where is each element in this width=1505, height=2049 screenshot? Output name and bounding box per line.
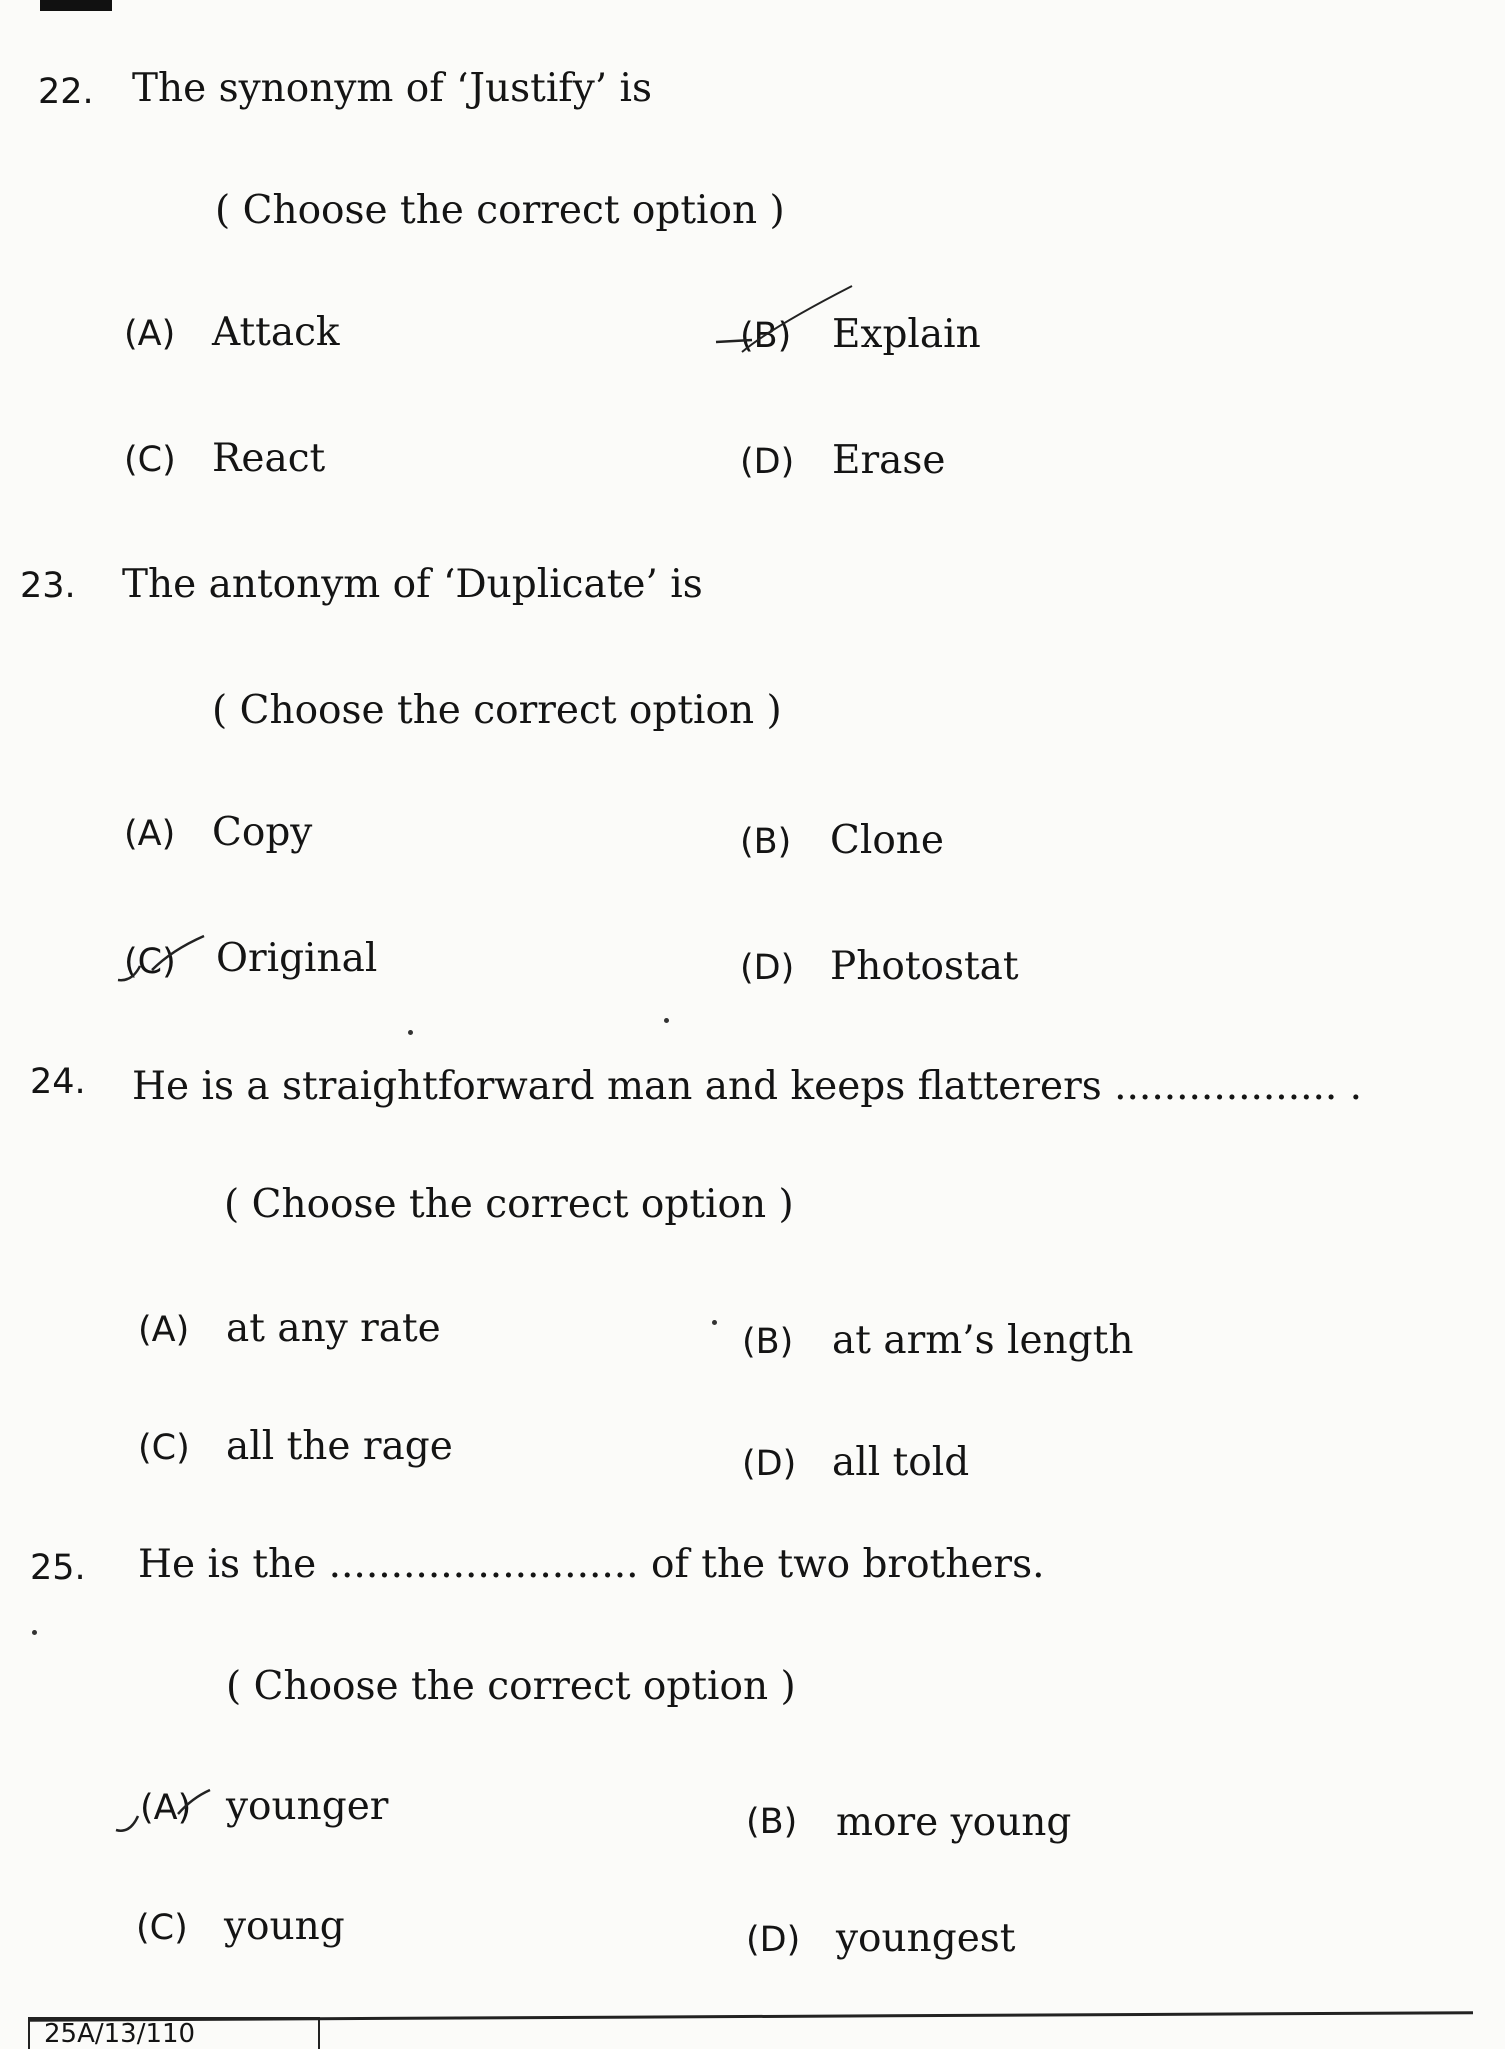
option-text: younger xyxy=(226,1784,389,1829)
option-text: youngest xyxy=(836,1916,1016,1961)
question-text: He is a straightforward man and keeps flatterers .................. . xyxy=(132,1064,1363,1109)
speck xyxy=(664,1018,669,1023)
question-instruction: ( Choose the correct option ) xyxy=(226,1664,796,1709)
question-number: 24. xyxy=(30,1062,86,1102)
footer-code-box xyxy=(28,2017,320,2049)
corner-mark xyxy=(40,0,112,11)
option-text: Attack xyxy=(212,310,340,355)
tick-mark-icon xyxy=(112,930,212,990)
option-letter: (C) xyxy=(124,942,176,982)
option-text: Photostat xyxy=(830,944,1019,989)
option-text: Erase xyxy=(832,438,946,483)
option-text: all the rage xyxy=(226,1424,453,1469)
option-text: Clone xyxy=(830,818,944,863)
option-letter: (B) xyxy=(746,1802,798,1842)
question-instruction: ( Choose the correct option ) xyxy=(215,188,785,233)
option-text: Explain xyxy=(832,312,981,357)
question-number: 23. xyxy=(20,566,76,606)
option-letter: (C) xyxy=(124,440,176,480)
option-text: React xyxy=(212,436,326,481)
footer-code: 25A/13/110 xyxy=(44,2019,196,2049)
tick-mark-icon xyxy=(712,282,862,362)
option-letter: (A) xyxy=(124,314,176,354)
option-text: more young xyxy=(836,1800,1072,1845)
option-letter: (B) xyxy=(742,1322,794,1362)
option-letter: (A) xyxy=(138,1310,190,1350)
option-text: at any rate xyxy=(226,1306,441,1351)
option-letter: (A) xyxy=(124,814,176,854)
question-text: He is the ......................... of the two brothers. xyxy=(138,1542,1045,1587)
option-letter: (D) xyxy=(740,442,795,482)
option-text: all told xyxy=(832,1440,970,1485)
option-text: at arm’s length xyxy=(832,1318,1134,1363)
question-number: 25. xyxy=(30,1548,86,1588)
option-letter: (D) xyxy=(740,948,795,988)
option-text: Copy xyxy=(212,810,313,855)
question-text: The antonym of ‘Duplicate’ is xyxy=(122,562,703,607)
option-text: Original xyxy=(216,936,378,981)
question-instruction: ( Choose the correct option ) xyxy=(212,688,782,733)
question-instruction: ( Choose the correct option ) xyxy=(224,1182,794,1227)
tick-mark-icon xyxy=(112,1782,222,1842)
option-letter: (C) xyxy=(136,1908,188,1948)
option-letter: (B) xyxy=(740,822,792,862)
option-letter: (A) xyxy=(140,1788,192,1828)
speck xyxy=(408,1030,413,1035)
option-letter: (B) xyxy=(740,316,792,356)
question-number: 22. xyxy=(38,72,94,112)
speck xyxy=(712,1320,717,1325)
option-letter: (C) xyxy=(138,1428,190,1468)
option-text: young xyxy=(224,1904,345,1949)
option-letter: (D) xyxy=(742,1444,797,1484)
option-letter: (D) xyxy=(746,1920,801,1960)
speck xyxy=(32,1630,37,1635)
question-text: The synonym of ‘Justify’ is xyxy=(132,66,653,111)
